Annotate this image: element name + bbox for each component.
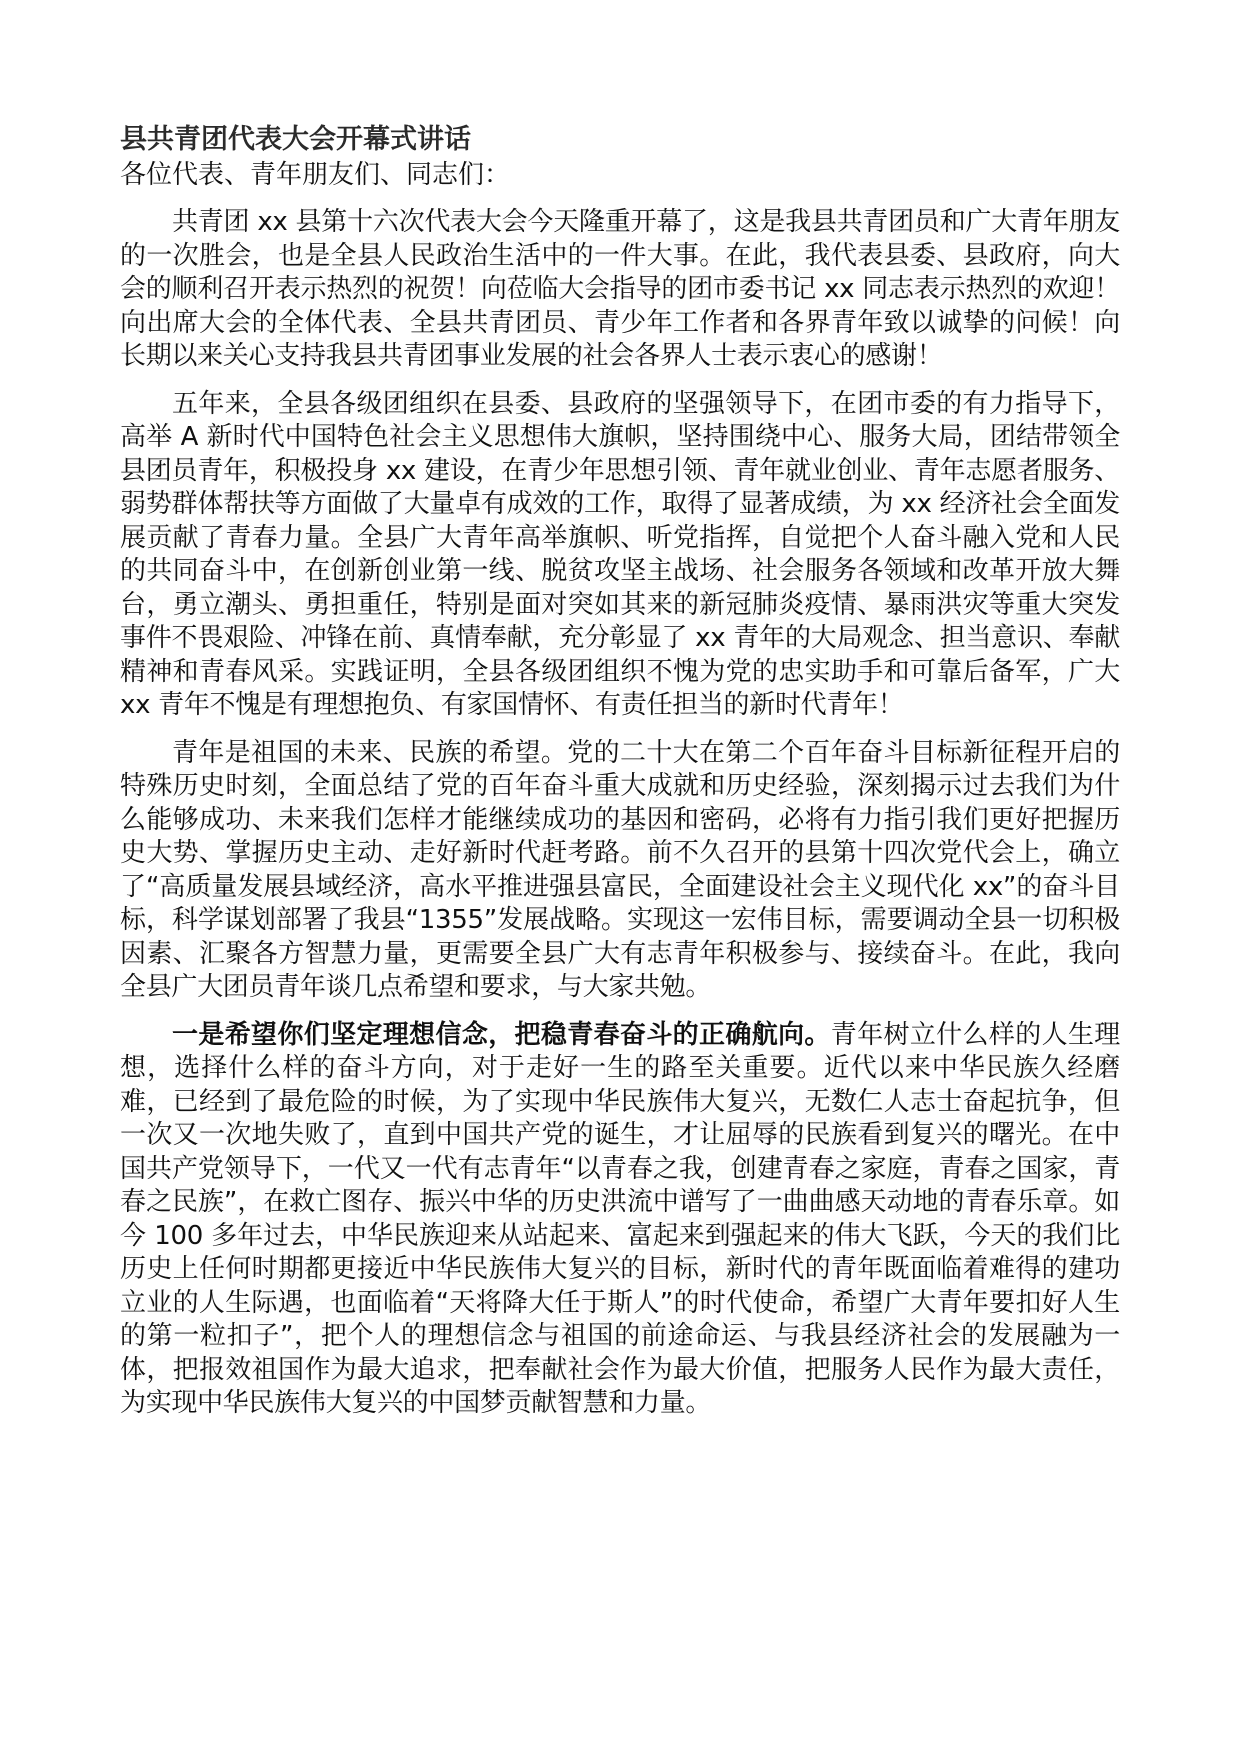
paragraph-2 — [120, 388, 1120, 723]
paragraph-text: 青年树立什么样的人生理想，选择什么样的奋斗方向，对于走好一生的路至关重要。近代以来中华民族久经磨难，已经到了最危险的时候，为了实现中华民族伟大复兴，无数仁人志士奋起抗争，但一次又一次地失败了，直到中国共产党的诞生，才让屈辱的民族看到复兴的曙光。在中国共产党领导下，一代又一代有志青年“以青春之我，创建青春之家庭，青春之国家，青春之民族”，在救亡图存、振兴中华的历史洪流中谱写了一曲曲感天动地的青春乐章。如今 100 多年过去，中华民族迎来从站起来、富起来到强起来的伟大飞跃，今天的我们比历史上任何时期都更接近中华民族伟大复兴的目标，新时代的青年既面临着难得的建功立业的人生际遇，也面临着“天将降大任于斯人”的时代使命，希望广大青年要扣好人生的第一粒扣子”，把个人的理想信念与祖国的前途命运、与我县经济社会的发展融为一体，把报效祖国作为最大追求，把奉献社会作为最大价值，把服务人民作为最大责任，为实现中华民族伟大复兴的中国梦贡献智慧和力量。 — [120, 1019, 1120, 1418]
paragraph-3 — [120, 737, 1120, 1005]
document-page — [120, 122, 1120, 1435]
paragraph-text: 青年是祖国的未来、民族的希望。党的二十大在第二个百年奋斗目标新征程开启的特殊历史时刻，全面总结了党的百年奋斗重大成就和历史经验，深刻揭示过去我们为什么能够成功、未来我们怎样才能继续成功的基因和密码，必将有力指引我们更好把握历史大势、掌握历史主动、走好新时代赶考路。前不久召开的县第十四次党代会上，确立了“高质量发展县域经济，高水平推进强县富民，全面建设社会主义现代化 xx”的奋斗目标，科学谋划部署了我县“1355”发展战略。实现这一宏伟目标，需要调动全县一切积极因素、汇聚各方智慧力量，更需要全县广大有志青年积极参与、接续奋斗。在此，我向全县广大团员青年谈几点希望和要求，与大家共勉。 — [120, 737, 1120, 1002]
document-title: 县共青团代表大会开幕式讲话 — [120, 124, 471, 155]
salutation: 各位代表、青年朋友们、同志们： — [120, 160, 511, 190]
paragraph-4 — [120, 1019, 1120, 1421]
paragraph-text: 五年来，全县各级团组织在县委、县政府的坚强领导下，在团市委的有力指导下，高举 A 新时代中国特色社会主义思想伟大旗帜，坚持围绕中心、服务大局，团结带领全县团员青年，积极投身 xx 建设，在青少年思想引领、青年就业创业、青年志愿者服务、弱势群体帮扶等方面做了大量卓有成效的工作，取得了显著成绩，为 xx 经济社会全面发展贡献了青春力量。全县广大青年高举旗帜、听党指挥，自觉把个人奋斗融入党和人民的共同奋斗中，在创新创业第一线、脱贫攻坚主战场、社会服务各领域和改革开放大舞台，勇立潮头、勇担重任，特别是面对突如其来的新冠肺炎疫情、暴雨洪灾等重大突发事件不畏艰险、冲锋在前、真情奉献，充分彰显了 xx 青年的大局观念、担当意识、奉献精神和青春风采。实践证明，全县各级团组织不愧为党的忠实助手和可靠后备军，广大 xx 青年不愧是有理想抱负、有家国情怀、有责任担当的新时代青年！ — [120, 388, 1120, 720]
paragraph-lead-sentence: 一是希望你们坚定理想信念，把稳青春奋斗的正确航向。 — [172, 1019, 831, 1050]
paragraph-text: 共青团 xx 县第十六次代表大会今天隆重开幕了，这是我县共青团员和广大青年朋友的一次胜会，也是全县人民政治生活中的一件大事。在此，我代表县委、县政府，向大会的顺利召开表示热烈的祝贺！向莅临大会指导的团市委书记 xx 同志表示热烈的欢迎！向出席大会的全体代表、全县共青团员、青少年工作者和各界青年致以诚挚的问候！向长期以来关心支持我县共青团事业发展的社会各界人士表示衷心的感谢！ — [120, 207, 1120, 371]
paragraph-1 — [120, 206, 1120, 374]
